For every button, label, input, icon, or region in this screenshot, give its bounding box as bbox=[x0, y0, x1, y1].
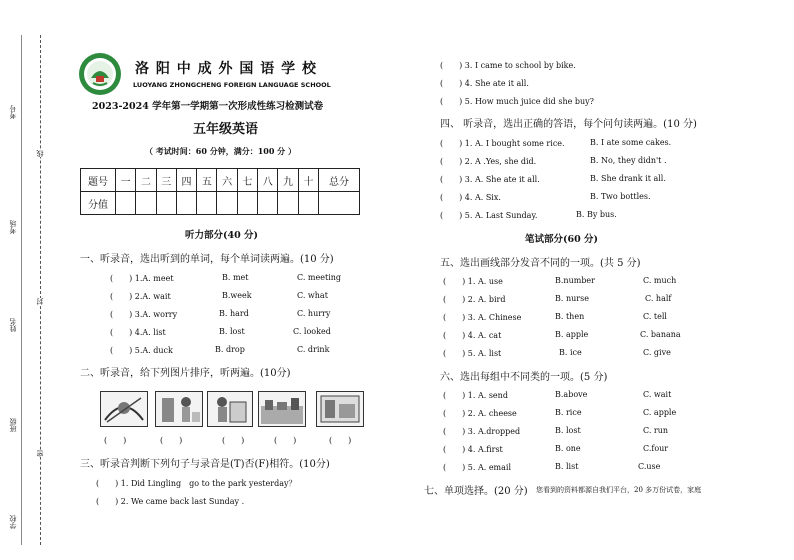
score-cell-blank[interactable] bbox=[136, 192, 156, 215]
s6-q2-c: C. apple bbox=[643, 408, 677, 417]
score-table-header-row bbox=[81, 169, 360, 192]
s5-q3-b: B. then bbox=[555, 312, 585, 321]
picture-1 bbox=[100, 391, 148, 427]
s1-q3-a: ( ) 3.A. worry bbox=[110, 310, 178, 319]
score-cell-blank[interactable] bbox=[258, 192, 278, 215]
score-cell-header: 题号 bbox=[81, 169, 116, 192]
s1-q5-b: B. drop bbox=[215, 345, 245, 354]
picture-2 bbox=[155, 391, 203, 427]
s5-q5-b: B. ice bbox=[559, 348, 582, 357]
picture-3 bbox=[207, 391, 253, 427]
seal-char-line: 线 bbox=[36, 150, 44, 157]
score-cell-header: 五 bbox=[197, 169, 217, 192]
s4-q1-b: B. I ate some cakes. bbox=[590, 138, 672, 147]
s4-q4-a: ( ) 4. A. Six. bbox=[440, 193, 501, 202]
s1-q2-a: ( ) 2.A. wait bbox=[110, 292, 171, 301]
school-name-cn: 洛 阳 中 成 外 国 语 学 校 bbox=[135, 61, 317, 77]
picture-blank-5[interactable]: ( ) bbox=[329, 436, 352, 445]
s5-q3-c: C. tell bbox=[643, 312, 667, 321]
score-cell-header: 七 bbox=[237, 169, 257, 192]
s4-q2-b: B. No, they didn't . bbox=[590, 156, 667, 165]
score-cell-blank[interactable] bbox=[116, 192, 136, 215]
written-part-title: 笔试部分(60 分) bbox=[525, 234, 599, 245]
s5-q5-a: ( ) 5. A. list bbox=[443, 349, 502, 358]
margin-label-name: 姓名 bbox=[9, 318, 17, 332]
s1-q4-c: C. looked bbox=[293, 327, 331, 336]
score-cell-header: 二 bbox=[136, 169, 156, 192]
s1-q2-c: C. what bbox=[297, 291, 328, 300]
s4-q1-a: ( ) 1. A. I bought some rice. bbox=[440, 139, 565, 148]
seal-char-secret: 密 bbox=[36, 450, 44, 457]
s6-q4-b: B. one bbox=[555, 444, 581, 453]
section2-title: 二、听录音，给下列图片排序，听两遍。(10分) bbox=[80, 368, 291, 379]
s6-q5-a: ( ) 5. A. email bbox=[443, 463, 512, 472]
picture-4 bbox=[258, 391, 306, 427]
score-cell-header: 八 bbox=[258, 169, 278, 192]
score-cell-blank[interactable] bbox=[319, 192, 360, 215]
score-cell-blank[interactable] bbox=[156, 192, 176, 215]
s5-q1-c: C. much bbox=[643, 276, 677, 285]
s1-q4-a: ( ) 4.A. list bbox=[110, 328, 166, 337]
margin-label-exam-room: 考场 bbox=[9, 220, 17, 234]
score-cell-header: 一 bbox=[116, 169, 136, 192]
s4-q5-b: B. By bus. bbox=[576, 210, 617, 219]
school-logo bbox=[78, 52, 122, 96]
s5-q4-b: B. apple bbox=[555, 330, 589, 339]
s5-q2-a: ( ) 2. A. bird bbox=[443, 295, 506, 304]
s6-q5-c: C.use bbox=[638, 462, 661, 471]
s6-q3-a: ( ) 3. A.dropped bbox=[443, 427, 521, 436]
section7-title: 七、单项选择。(20 分) bbox=[424, 486, 528, 497]
s6-q4-a: ( ) 4. A.first bbox=[443, 445, 503, 454]
picture-blank-3[interactable]: ( ) bbox=[222, 436, 245, 445]
school-name-en: LUOYANG ZHONGCHENG FOREIGN LANGUAGE SCHOOL bbox=[133, 81, 331, 89]
score-cell-header: 十 bbox=[298, 169, 318, 192]
picture-blank-2[interactable]: ( ) bbox=[160, 436, 183, 445]
s4-q3-b: B. She drank it all. bbox=[590, 174, 666, 183]
s6-q2-b: B. rice bbox=[555, 408, 582, 417]
score-cell-label: 分值 bbox=[81, 192, 116, 215]
score-cell-blank[interactable] bbox=[217, 192, 237, 215]
score-cell-blank[interactable] bbox=[197, 192, 217, 215]
s1-q1-b: B. met bbox=[222, 273, 249, 282]
s5-q4-a: ( ) 4. A. cat bbox=[443, 331, 502, 340]
s4-q2-a: ( ) 2. A .Yes, she did. bbox=[440, 157, 537, 166]
score-cell-blank[interactable] bbox=[298, 192, 318, 215]
s3-q2: ( ) 2. We came back last Sunday . bbox=[96, 497, 245, 506]
s4-q4-b: B. Two bottles. bbox=[590, 192, 651, 201]
score-cell-blank[interactable] bbox=[278, 192, 298, 215]
score-table bbox=[80, 168, 360, 215]
margin-label-exam-number: 考号 bbox=[9, 105, 17, 119]
s3-q1: ( ) 1. Did Lingling go to the park yesterday？ bbox=[96, 479, 297, 488]
binding-solid-line bbox=[21, 35, 22, 545]
picture-blank-1[interactable]: ( ) bbox=[104, 436, 127, 445]
s6-q4-c: C.four bbox=[643, 444, 669, 453]
s5-q2-b: B. nurse bbox=[555, 294, 589, 303]
s1-q2-b: B.week bbox=[222, 291, 252, 300]
s1-q5-c: C. drink bbox=[297, 345, 330, 354]
s6-q1-b: B.above bbox=[555, 390, 588, 399]
score-cell-header: 总分 bbox=[319, 169, 360, 192]
score-cell-header: 六 bbox=[217, 169, 237, 192]
subject-title: 五年级英语 bbox=[193, 122, 259, 137]
section4-title: 四、 听录音，选出正确的答语，每个问句读两遍。(10 分) bbox=[440, 119, 697, 130]
score-table-value-row bbox=[81, 192, 360, 215]
s5-q4-c: C. banana bbox=[640, 330, 681, 339]
s1-q1-c: C. meeting bbox=[297, 273, 342, 282]
seal-char-seal: 封 bbox=[36, 298, 44, 305]
s6-q5-b: B. list bbox=[555, 462, 579, 471]
s1-q1-a: ( ) 1.A. meet bbox=[110, 274, 174, 283]
score-cell-blank[interactable] bbox=[176, 192, 196, 215]
binding-dashed-line bbox=[40, 35, 41, 545]
margin-label-school: 学校 bbox=[9, 515, 17, 529]
s6-q2-a: ( ) 2. A. cheese bbox=[443, 409, 517, 418]
s5-q5-c: C. give bbox=[643, 348, 671, 357]
s6-q3-c: C. run bbox=[643, 426, 669, 435]
exam-title: 2023-2024 学年第一学期第一次形成性练习检测试卷 bbox=[92, 101, 324, 112]
watermark-note: 您看到的资料都源自我们平台，20 多万份试卷，家庭 bbox=[536, 486, 702, 494]
s4-q3-a: ( ) 3. A. She ate it all. bbox=[440, 175, 540, 184]
section5-title: 五、选出画线部分发音不同的一项。(共 5 分) bbox=[440, 258, 641, 269]
s3-q4: ( ) 4. She ate it all. bbox=[440, 79, 529, 88]
s5-q3-a: ( ) 3. A. Chinese bbox=[443, 313, 522, 322]
s3-q5: ( ) 5. How much juice did she buy? bbox=[440, 97, 594, 106]
section1-title: 一、听录音，选出听到的单词，每个单词读两遍。(10 分) bbox=[80, 254, 334, 265]
section3-title: 三、听录音判断下列句子与录音是(T)否(F)相符。(10分) bbox=[80, 459, 330, 470]
picture-blank-4[interactable]: ( ) bbox=[274, 436, 297, 445]
s1-q3-c: C. hurry bbox=[297, 309, 331, 318]
s5-q1-a: ( ) 1. A. use bbox=[443, 277, 503, 286]
s1-q3-b: B. hard bbox=[219, 309, 249, 318]
picture-5 bbox=[316, 391, 364, 427]
s6-q1-c: C. wait bbox=[643, 390, 672, 399]
section6-title: 六、选出每组中不同类的一项。(5 分) bbox=[440, 372, 608, 383]
margin-label-class: 班级 bbox=[9, 418, 17, 432]
exam-info: （ 考试时间：60 分钟，满分：100 分 ） bbox=[145, 146, 296, 156]
score-cell-header: 九 bbox=[278, 169, 298, 192]
s5-q1-b: B.number bbox=[555, 276, 595, 285]
s3-q3: ( ) 3. I came to school by bike. bbox=[440, 61, 576, 70]
listening-part-title: 听力部分(40 分) bbox=[185, 230, 259, 241]
s6-q3-b: B. lost bbox=[555, 426, 581, 435]
score-cell-header: 四 bbox=[176, 169, 196, 192]
s6-q1-a: ( ) 1. A. send bbox=[443, 391, 508, 400]
score-cell-blank[interactable] bbox=[237, 192, 257, 215]
s1-q4-b: B. lost bbox=[219, 327, 245, 336]
s4-q5-a: ( ) 5. A. Last Sunday. bbox=[440, 211, 538, 220]
score-cell-header: 三 bbox=[156, 169, 176, 192]
s1-q5-a: ( ) 5.A. duck bbox=[110, 346, 173, 355]
s5-q2-c: C. half bbox=[645, 294, 672, 303]
